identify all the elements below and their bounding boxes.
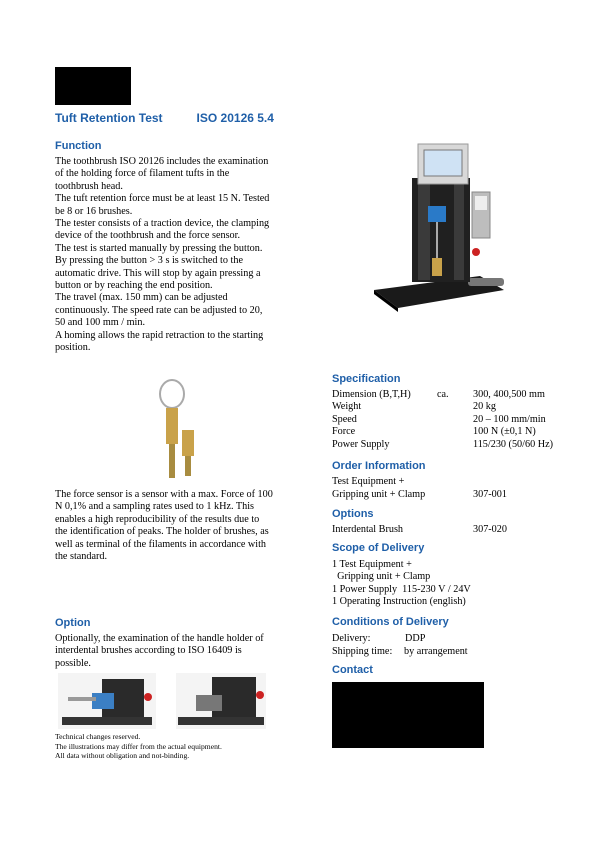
- function-line: toothbrush head.: [55, 180, 123, 192]
- function-line: automatic drive. This will stop by again pressing a: [55, 267, 261, 279]
- sensor-line: the identification of peaks. The holder of brushes, as: [55, 526, 269, 538]
- contact-block: [332, 682, 484, 748]
- sensor-line: The force sensor is a sensor with a max. Force of 100: [55, 489, 273, 500]
- options-code: 307-020: [473, 524, 507, 535]
- tester-machine-image: [368, 140, 508, 312]
- function-line: The test is started manually by pressing the button.: [55, 242, 263, 254]
- function-line: device of the toothbrush and the force sensor.: [55, 230, 241, 242]
- scope-item: 1 Operating Instruction (english): [332, 596, 466, 608]
- function-line: By pressing the button > 3 s is switched to the: [55, 255, 243, 267]
- function-heading: Function: [55, 140, 102, 152]
- sensor-line: enables a high reproducibility of the results due to: [55, 513, 260, 525]
- specification-heading: Specification: [332, 373, 401, 385]
- spec-mid: [437, 426, 473, 438]
- spec-mid: ca.: [437, 389, 449, 400]
- order-code: 307-001: [473, 489, 507, 500]
- function-line: The tuft retention force must be at least 15 N. Tested: [55, 193, 270, 205]
- option-heading: Option: [55, 617, 91, 629]
- specification-table: [332, 389, 553, 451]
- scope-list: [332, 559, 542, 609]
- option-line: interdental brushes according to ISO 16409 is: [55, 645, 242, 657]
- order-heading: Order Information: [332, 460, 426, 472]
- document-title: [55, 111, 274, 125]
- spec-row: [332, 426, 553, 438]
- option-text: [55, 633, 317, 670]
- spec-value: 115/230 (50/60 Hz): [473, 438, 553, 450]
- sensor-text: [55, 489, 317, 563]
- spec-value: 20 – 100 mm/min: [473, 413, 546, 425]
- sensor-line: N 0,1% and a sampling rates used to 1 kHz. This: [55, 501, 254, 513]
- spec-row: [332, 414, 553, 426]
- spec-value: 20 kg: [473, 401, 496, 413]
- spec-mid: [437, 401, 473, 413]
- function-line: The travel (max. 150 mm) can be adjusted: [55, 292, 228, 304]
- delivery-value: DDP: [405, 633, 426, 644]
- order-line-2: Gripping unit + Clamp: [332, 489, 426, 500]
- shipping-value: by arrangement: [404, 646, 468, 657]
- spec-label: Speed: [332, 413, 357, 425]
- spec-row: [332, 439, 553, 451]
- spec-value: 100 N (±0,1 N): [473, 426, 536, 438]
- spec-row: [332, 389, 553, 401]
- spec-mid: [437, 439, 473, 451]
- sensor-line: well as terminal of the filaments in accordance with: [55, 538, 267, 550]
- option-line: Optionally, the examination of the handle holder of: [55, 633, 264, 644]
- spec-label: Dimension (B,T,H): [332, 389, 411, 400]
- function-line: be 8 or 16 brushes.: [55, 205, 133, 217]
- function-line: The toothbrush ISO 20126 includes the examination: [55, 156, 269, 167]
- disclaimer-line: All data without obligation and not-binding.: [55, 751, 190, 761]
- spec-label: Power Supply: [332, 438, 390, 450]
- interdental-holder-image-1: [58, 673, 156, 729]
- scope-item: Gripping unit + Clamp: [332, 571, 431, 583]
- function-line: position.: [55, 342, 91, 354]
- function-line: The tester consists of a traction device, the clamping: [55, 218, 270, 230]
- spec-label: Weight: [332, 401, 362, 413]
- contact-heading: Contact: [332, 664, 373, 676]
- options-label: Interdental Brush: [332, 524, 404, 535]
- function-line: of the holding force of filament tufts in the: [55, 168, 230, 180]
- company-logo: [55, 67, 131, 105]
- standard-text: ISO 20126 5.4: [196, 111, 274, 125]
- shipping-label: Shipping time:: [332, 646, 393, 657]
- function-line: continuously. The speed rate can be adjusted to 20,: [55, 304, 263, 316]
- options-heading: Options: [332, 508, 374, 520]
- interdental-holder-image-2: [176, 673, 266, 729]
- delivery-label: Delivery:: [332, 633, 371, 644]
- order-line-1: Test Equipment +: [332, 476, 405, 487]
- function-line: A homing allows the rapid retraction to the starting: [55, 329, 264, 341]
- title-text: Tuft Retention Test: [55, 111, 163, 125]
- conditions-heading: Conditions of Delivery: [332, 616, 449, 628]
- sensor-line: the standard.: [55, 551, 108, 563]
- option-line: possible.: [55, 657, 91, 669]
- scope-item: 1 Test Equipment +: [332, 559, 412, 570]
- spec-value: 300, 400,500 mm: [473, 389, 545, 400]
- spec-mid: [437, 414, 473, 426]
- force-sensor-image: [150, 376, 210, 486]
- disclaimer: [55, 732, 315, 761]
- function-text: [55, 156, 315, 355]
- spec-row: [332, 401, 553, 413]
- disclaimer-line: Technical changes reserved.: [55, 732, 141, 741]
- spec-label: Force: [332, 426, 356, 438]
- disclaimer-line: The illustrations may differ from the actual equipment.: [55, 741, 222, 751]
- scope-heading: Scope of Delivery: [332, 542, 425, 554]
- function-line: 50 and 100 mm / min.: [55, 317, 145, 329]
- scope-item: 1 Power Supply 115-230 V / 24V: [332, 583, 471, 595]
- function-line: button or by reaching the end position.: [55, 280, 213, 292]
